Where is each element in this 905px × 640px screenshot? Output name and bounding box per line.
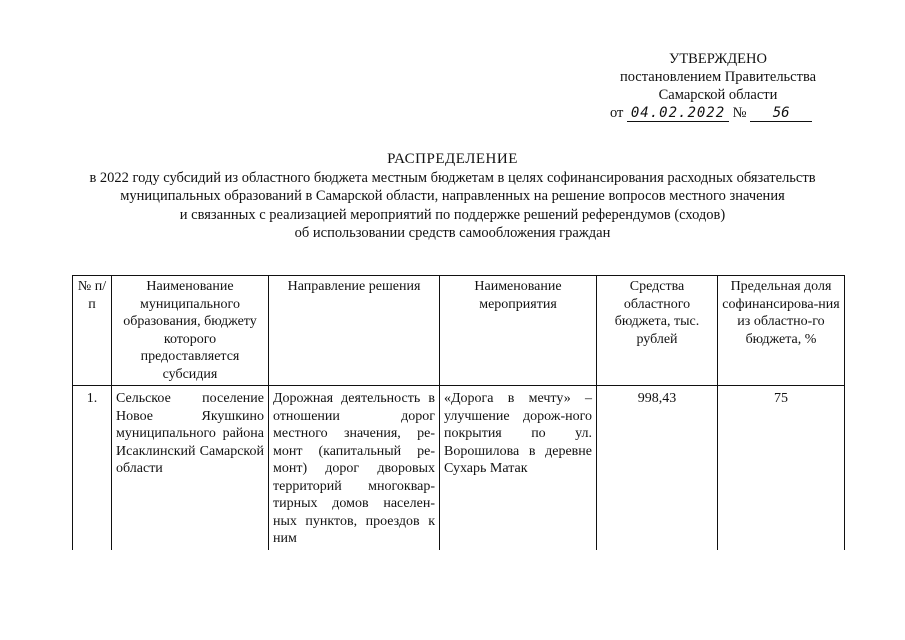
header-funds: Средства областного бюджета, тыс. рублей [597, 276, 718, 386]
approval-date-line [598, 104, 838, 122]
row-share: 75 [718, 386, 845, 550]
header-municipality: Наименование муниципального образования, бюджету которого предоставляется субсидия [112, 276, 269, 386]
approval-authority: постановлением Правительства [619, 69, 817, 85]
title-heading: РАСПРЕДЕЛЕНИЕ [387, 151, 518, 167]
approval-region: Самарской области [658, 87, 778, 103]
title-line-2: муниципальных образований в Самарской области, направленных на решение вопросов местного значения [120, 188, 785, 204]
title-line-4: об использовании средств самообложения граждан [294, 225, 611, 241]
header-number: № п/п [73, 276, 112, 386]
handwritten-number: 56 [750, 106, 812, 122]
date-prefix: от [610, 105, 624, 121]
table-row [73, 386, 845, 550]
distribution-table [72, 275, 845, 550]
row-event: «Дорога в мечту» – улучшение дорож-ного покрытия по ул. Ворошилова в деревне Сухарь Матак [440, 386, 597, 550]
header-direction: Направление решения [269, 276, 440, 386]
title-line-3: и связанных с реализацией мероприятий по поддержке решений референдумов (сходов) [179, 206, 726, 223]
document-title [30, 150, 875, 243]
handwritten-date: 04.02.2022 [627, 106, 729, 122]
title-line-1: в 2022 году субсидий из областного бюджета местным бюджетам в целях софинансирования расходных обязательств [89, 169, 816, 186]
row-number: 1. [73, 386, 112, 550]
row-funds: 998,43 [597, 386, 718, 550]
number-prefix: № [732, 105, 747, 121]
approval-title: УТВЕРЖДЕНО [669, 51, 767, 67]
header-event: Наименование мероприятия [440, 276, 597, 386]
header-share: Предельная доля софинансирова-ния из областно-го бюджета, % [718, 276, 845, 386]
table-header-row [73, 276, 845, 386]
approval-block [598, 50, 838, 122]
row-municipality: Сельское поселение Новое Якушкино муниципального района Исаклинский Самарской области [112, 386, 269, 550]
row-direction: Дорожная деятельность в отношении дорог местного значения, ре-монт (капитальный ре-монт) дорог дворовых территорий многоквар-тирных домов населен-ных пунктов, проездов к ним [269, 386, 440, 550]
